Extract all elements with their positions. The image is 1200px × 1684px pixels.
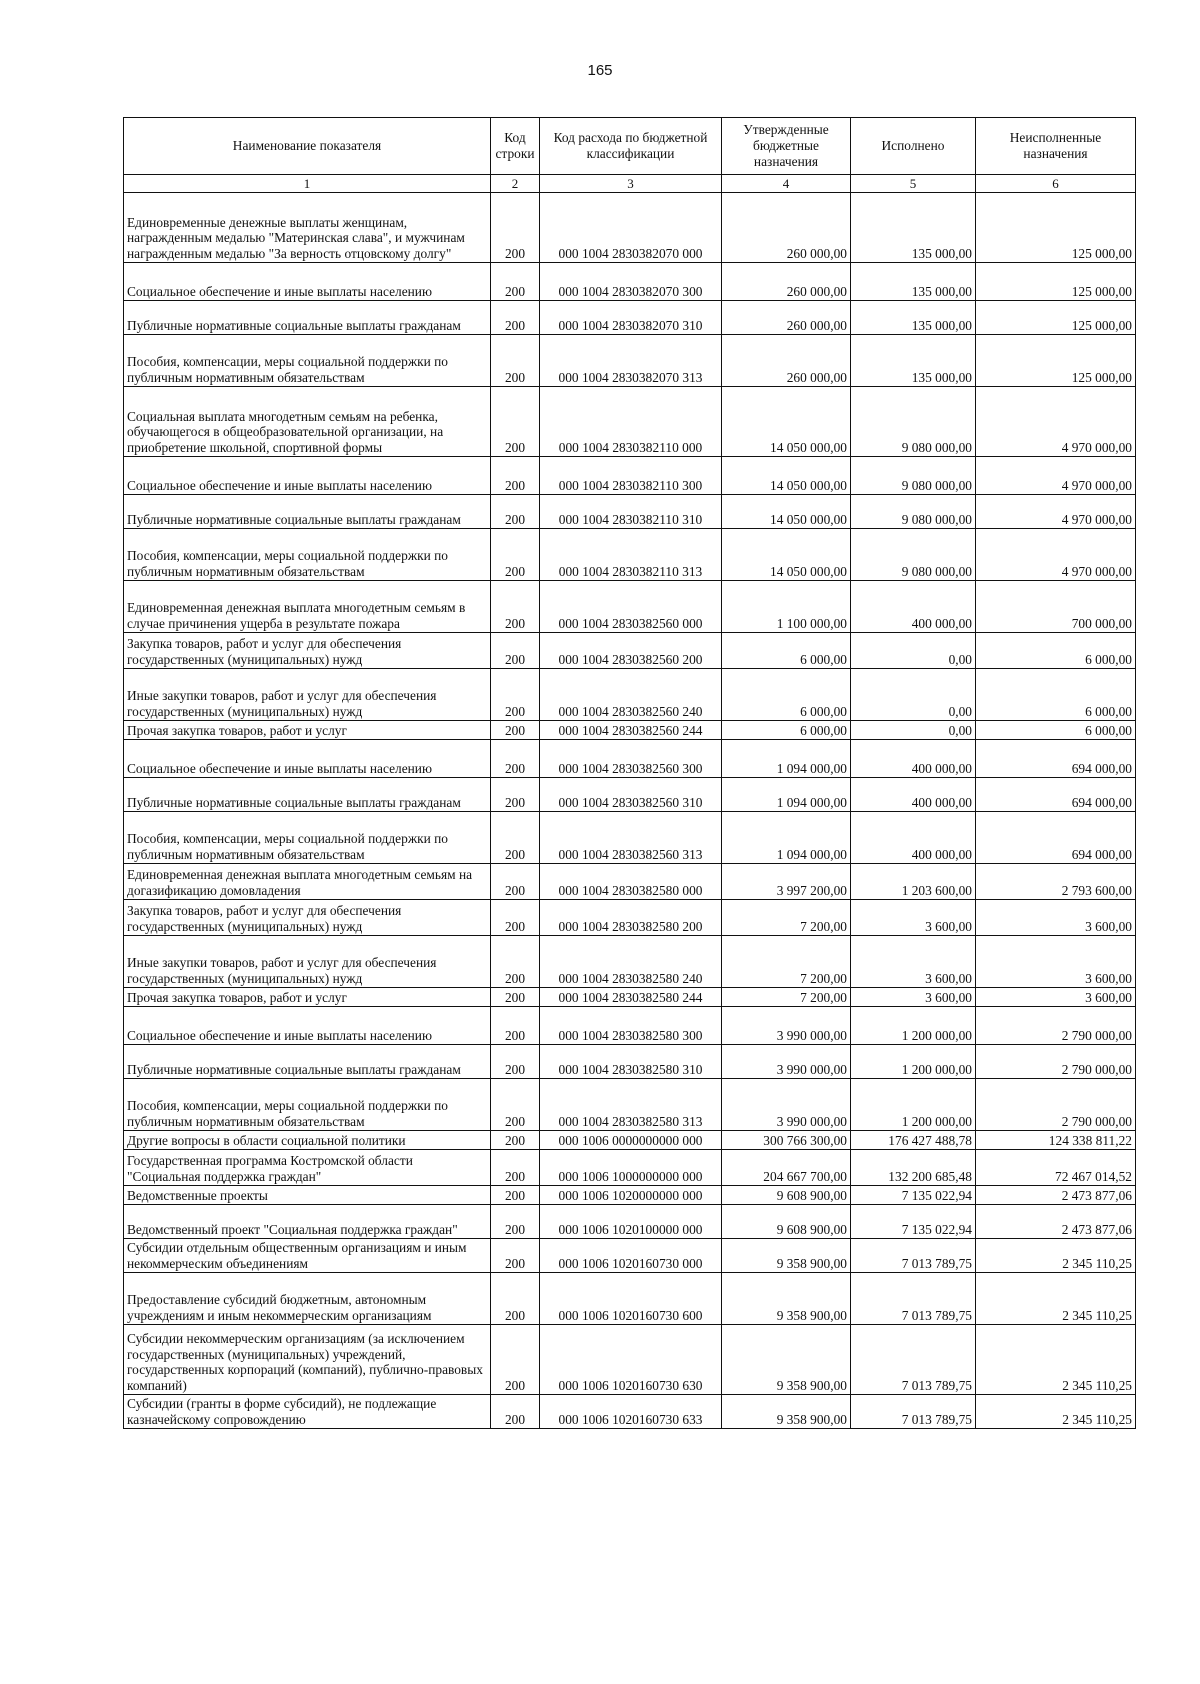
table-row <box>124 1239 1136 1273</box>
table-row <box>124 812 1136 864</box>
row-executed: 132 200 685,48 <box>851 1150 976 1186</box>
row-executed: 7 013 789,75 <box>851 1325 976 1395</box>
row-expense-code: 000 1006 0000000000 000 <box>540 1131 722 1150</box>
row-executed: 9 080 000,00 <box>851 387 976 457</box>
table-row <box>124 193 1136 263</box>
row-name: Закупка товаров, работ и услуг для обеспечения государственных (муниципальных) нужд <box>124 900 491 936</box>
row-executed: 3 600,00 <box>851 936 976 988</box>
row-approved: 14 050 000,00 <box>722 387 851 457</box>
row-executed: 1 200 000,00 <box>851 1045 976 1079</box>
table-row <box>124 1205 1136 1239</box>
row-line-code: 200 <box>491 301 540 335</box>
row-approved: 260 000,00 <box>722 301 851 335</box>
row-executed: 9 080 000,00 <box>851 529 976 581</box>
row-expense-code: 000 1004 2830382070 310 <box>540 301 722 335</box>
row-approved: 9 358 900,00 <box>722 1325 851 1395</box>
table-row <box>124 669 1136 721</box>
row-name: Публичные нормативные социальные выплаты гражданам <box>124 495 491 529</box>
table-row <box>124 1186 1136 1205</box>
row-approved: 260 000,00 <box>722 193 851 263</box>
row-approved: 6 000,00 <box>722 721 851 740</box>
row-expense-code: 000 1004 2830382070 313 <box>540 335 722 387</box>
row-approved: 14 050 000,00 <box>722 529 851 581</box>
row-line-code: 200 <box>491 1395 540 1429</box>
row-approved: 3 990 000,00 <box>722 1045 851 1079</box>
row-line-code: 200 <box>491 1325 540 1395</box>
header-approved: Утвержденные бюджетные назначения <box>722 118 851 175</box>
table-row <box>124 1079 1136 1131</box>
row-executed: 400 000,00 <box>851 740 976 778</box>
row-line-code: 200 <box>491 864 540 900</box>
row-expense-code: 000 1004 2830382110 000 <box>540 387 722 457</box>
row-expense-code: 000 1006 1020000000 000 <box>540 1186 722 1205</box>
row-unexecuted: 6 000,00 <box>976 633 1136 669</box>
table-header-row <box>124 118 1136 175</box>
row-approved: 9 608 900,00 <box>722 1186 851 1205</box>
header-line-code: Код строки <box>491 118 540 175</box>
column-number-row <box>124 175 1136 193</box>
column-number: 6 <box>976 175 1136 193</box>
row-unexecuted: 2 790 000,00 <box>976 1007 1136 1045</box>
row-line-code: 200 <box>491 988 540 1007</box>
row-expense-code: 000 1004 2830382070 000 <box>540 193 722 263</box>
row-expense-code: 000 1006 1020160730 633 <box>540 1395 722 1429</box>
row-unexecuted: 4 970 000,00 <box>976 387 1136 457</box>
row-expense-code: 000 1004 2830382560 310 <box>540 778 722 812</box>
row-name: Социальное обеспечение и иные выплаты населению <box>124 1007 491 1045</box>
row-executed: 0,00 <box>851 721 976 740</box>
row-unexecuted: 125 000,00 <box>976 335 1136 387</box>
table-row <box>124 864 1136 900</box>
row-name: Социальное обеспечение и иные выплаты населению <box>124 263 491 301</box>
row-line-code: 200 <box>491 1045 540 1079</box>
row-expense-code: 000 1004 2830382580 300 <box>540 1007 722 1045</box>
row-name: Прочая закупка товаров, работ и услуг <box>124 721 491 740</box>
row-approved: 300 766 300,00 <box>722 1131 851 1150</box>
header-indicator-name: Наименование показателя <box>124 118 491 175</box>
row-expense-code: 000 1004 2830382580 200 <box>540 900 722 936</box>
row-unexecuted: 3 600,00 <box>976 900 1136 936</box>
row-unexecuted: 2 345 110,25 <box>976 1239 1136 1273</box>
row-name: Единовременная денежная выплата многодетным семьям в случае причинения ущерба в результате пожара <box>124 581 491 633</box>
row-approved: 1 094 000,00 <box>722 740 851 778</box>
row-approved: 260 000,00 <box>722 263 851 301</box>
budget-execution-table <box>123 117 1136 1429</box>
row-executed: 7 135 022,94 <box>851 1205 976 1239</box>
row-unexecuted: 4 970 000,00 <box>976 529 1136 581</box>
row-name: Социальное обеспечение и иные выплаты населению <box>124 740 491 778</box>
row-name: Ведомственные проекты <box>124 1186 491 1205</box>
row-unexecuted: 2 473 877,06 <box>976 1186 1136 1205</box>
row-expense-code: 000 1006 1020160730 630 <box>540 1325 722 1395</box>
row-expense-code: 000 1004 2830382560 240 <box>540 669 722 721</box>
row-name: Публичные нормативные социальные выплаты гражданам <box>124 1045 491 1079</box>
row-expense-code: 000 1006 1020160730 600 <box>540 1273 722 1325</box>
row-line-code: 200 <box>491 1007 540 1045</box>
row-name: Субсидии некоммерческим организациям (за исключением государственных (муниципальных) учреждений, государственных корпораций (компаний), публично-правовых компаний) <box>124 1325 491 1395</box>
page-number: 165 <box>587 62 613 79</box>
row-name: Единовременные денежные выплаты женщинам, награжденным медалью "Материнская слава", и мужчинам награжденным медалью "За верность отцовскому долгу" <box>124 193 491 263</box>
row-executed: 135 000,00 <box>851 263 976 301</box>
row-expense-code: 000 1004 2830382560 200 <box>540 633 722 669</box>
row-executed: 3 600,00 <box>851 900 976 936</box>
row-name: Государственная программа Костромской области "Социальная поддержка граждан" <box>124 1150 491 1186</box>
header-executed: Исполнено <box>851 118 976 175</box>
row-line-code: 200 <box>491 740 540 778</box>
row-name: Единовременная денежная выплата многодетным семьям на догазификацию домовладения <box>124 864 491 900</box>
row-expense-code: 000 1006 1020160730 000 <box>540 1239 722 1273</box>
table-row <box>124 335 1136 387</box>
row-line-code: 200 <box>491 1150 540 1186</box>
row-name: Другие вопросы в области социальной политики <box>124 1131 491 1150</box>
row-unexecuted: 2 793 600,00 <box>976 864 1136 900</box>
row-unexecuted: 125 000,00 <box>976 193 1136 263</box>
row-expense-code: 000 1004 2830382560 300 <box>540 740 722 778</box>
row-name: Субсидии отдельным общественным организациям и иным некоммерческим объединениям <box>124 1239 491 1273</box>
row-line-code: 200 <box>491 1131 540 1150</box>
row-expense-code: 000 1004 2830382560 244 <box>540 721 722 740</box>
row-unexecuted: 2 473 877,06 <box>976 1205 1136 1239</box>
row-approved: 14 050 000,00 <box>722 457 851 495</box>
row-name: Прочая закупка товаров, работ и услуг <box>124 988 491 1007</box>
row-name: Публичные нормативные социальные выплаты гражданам <box>124 778 491 812</box>
table-row <box>124 1273 1136 1325</box>
row-unexecuted: 2 345 110,25 <box>976 1273 1136 1325</box>
table-row <box>124 1325 1136 1395</box>
row-approved: 9 608 900,00 <box>722 1205 851 1239</box>
row-unexecuted: 6 000,00 <box>976 669 1136 721</box>
row-line-code: 200 <box>491 936 540 988</box>
row-executed: 7 013 789,75 <box>851 1395 976 1429</box>
row-approved: 9 358 900,00 <box>722 1239 851 1273</box>
table-row <box>124 1007 1136 1045</box>
row-unexecuted: 124 338 811,22 <box>976 1131 1136 1150</box>
row-approved: 7 200,00 <box>722 900 851 936</box>
table-row <box>124 263 1136 301</box>
row-line-code: 200 <box>491 193 540 263</box>
table-row <box>124 1131 1136 1150</box>
row-line-code: 200 <box>491 633 540 669</box>
row-expense-code: 000 1004 2830382580 000 <box>540 864 722 900</box>
row-approved: 3 997 200,00 <box>722 864 851 900</box>
row-expense-code: 000 1004 2830382070 300 <box>540 263 722 301</box>
row-name: Предоставление субсидий бюджетным, автономным учреждениям и иным некоммерческим организациям <box>124 1273 491 1325</box>
row-unexecuted: 125 000,00 <box>976 301 1136 335</box>
row-executed: 7 135 022,94 <box>851 1186 976 1205</box>
row-expense-code: 000 1004 2830382110 310 <box>540 495 722 529</box>
table-row <box>124 988 1136 1007</box>
table-row <box>124 1150 1136 1186</box>
table-row <box>124 301 1136 335</box>
row-unexecuted: 2 345 110,25 <box>976 1395 1136 1429</box>
row-executed: 9 080 000,00 <box>851 457 976 495</box>
row-name: Закупка товаров, работ и услуг для обеспечения государственных (муниципальных) нужд <box>124 633 491 669</box>
row-expense-code: 000 1006 1000000000 000 <box>540 1150 722 1186</box>
row-approved: 204 667 700,00 <box>722 1150 851 1186</box>
row-unexecuted: 125 000,00 <box>976 263 1136 301</box>
row-name: Иные закупки товаров, работ и услуг для обеспечения государственных (муниципальных) нужд <box>124 936 491 988</box>
row-name: Иные закупки товаров, работ и услуг для обеспечения государственных (муниципальных) нужд <box>124 669 491 721</box>
row-line-code: 200 <box>491 1239 540 1273</box>
table-row <box>124 581 1136 633</box>
row-line-code: 200 <box>491 778 540 812</box>
row-unexecuted: 3 600,00 <box>976 936 1136 988</box>
row-executed: 400 000,00 <box>851 581 976 633</box>
row-name: Социальное обеспечение и иные выплаты населению <box>124 457 491 495</box>
table-body <box>124 193 1136 1429</box>
row-expense-code: 000 1006 1020100000 000 <box>540 1205 722 1239</box>
table-row <box>124 633 1136 669</box>
row-name: Социальная выплата многодетным семьям на ребенка, обучающегося в общеобразовательной организации, на приобретение школьной, спортивной формы <box>124 387 491 457</box>
row-executed: 135 000,00 <box>851 301 976 335</box>
row-expense-code: 000 1004 2830382580 240 <box>540 936 722 988</box>
row-line-code: 200 <box>491 581 540 633</box>
row-line-code: 200 <box>491 263 540 301</box>
row-executed: 400 000,00 <box>851 812 976 864</box>
row-unexecuted: 700 000,00 <box>976 581 1136 633</box>
row-expense-code: 000 1004 2830382560 000 <box>540 581 722 633</box>
row-name: Пособия, компенсации, меры социальной поддержки по публичным нормативным обязательствам <box>124 529 491 581</box>
row-unexecuted: 4 970 000,00 <box>976 495 1136 529</box>
row-unexecuted: 6 000,00 <box>976 721 1136 740</box>
row-line-code: 200 <box>491 721 540 740</box>
row-approved: 260 000,00 <box>722 335 851 387</box>
header-unexecuted: Неисполненные назначения <box>976 118 1136 175</box>
table-row <box>124 1395 1136 1429</box>
row-approved: 1 094 000,00 <box>722 812 851 864</box>
row-approved: 1 100 000,00 <box>722 581 851 633</box>
row-name: Субсидии (гранты в форме субсидий), не подлежащие казначейскому сопровождению <box>124 1395 491 1429</box>
table-row <box>124 936 1136 988</box>
row-executed: 1 203 600,00 <box>851 864 976 900</box>
row-name: Пособия, компенсации, меры социальной поддержки по публичным нормативным обязательствам <box>124 335 491 387</box>
table-row <box>124 740 1136 778</box>
row-unexecuted: 4 970 000,00 <box>976 457 1136 495</box>
row-name: Ведомственный проект "Социальная поддержка граждан" <box>124 1205 491 1239</box>
row-executed: 135 000,00 <box>851 193 976 263</box>
row-line-code: 200 <box>491 812 540 864</box>
row-name: Пособия, компенсации, меры социальной поддержки по публичным нормативным обязательствам <box>124 812 491 864</box>
row-unexecuted: 2 790 000,00 <box>976 1045 1136 1079</box>
row-executed: 1 200 000,00 <box>851 1007 976 1045</box>
row-unexecuted: 3 600,00 <box>976 988 1136 1007</box>
header-expense-code: Код расхода по бюджетной классификации <box>540 118 722 175</box>
row-expense-code: 000 1004 2830382560 313 <box>540 812 722 864</box>
row-unexecuted: 694 000,00 <box>976 812 1136 864</box>
row-executed: 7 013 789,75 <box>851 1273 976 1325</box>
row-expense-code: 000 1004 2830382110 313 <box>540 529 722 581</box>
row-expense-code: 000 1004 2830382110 300 <box>540 457 722 495</box>
table-row <box>124 778 1136 812</box>
row-line-code: 200 <box>491 1186 540 1205</box>
row-name: Публичные нормативные социальные выплаты гражданам <box>124 301 491 335</box>
row-executed: 9 080 000,00 <box>851 495 976 529</box>
table-row <box>124 387 1136 457</box>
row-line-code: 200 <box>491 669 540 721</box>
column-number: 5 <box>851 175 976 193</box>
table-row <box>124 529 1136 581</box>
row-approved: 9 358 900,00 <box>722 1395 851 1429</box>
row-expense-code: 000 1004 2830382580 313 <box>540 1079 722 1131</box>
row-expense-code: 000 1004 2830382580 310 <box>540 1045 722 1079</box>
row-unexecuted: 72 467 014,52 <box>976 1150 1136 1186</box>
row-line-code: 200 <box>491 457 540 495</box>
row-executed: 0,00 <box>851 669 976 721</box>
row-executed: 135 000,00 <box>851 335 976 387</box>
column-number: 4 <box>722 175 851 193</box>
row-line-code: 200 <box>491 495 540 529</box>
row-approved: 7 200,00 <box>722 936 851 988</box>
row-approved: 6 000,00 <box>722 669 851 721</box>
column-number: 3 <box>540 175 722 193</box>
column-number: 2 <box>491 175 540 193</box>
row-unexecuted: 694 000,00 <box>976 740 1136 778</box>
row-line-code: 200 <box>491 335 540 387</box>
column-number: 1 <box>124 175 491 193</box>
row-line-code: 200 <box>491 900 540 936</box>
row-approved: 6 000,00 <box>722 633 851 669</box>
table-row <box>124 495 1136 529</box>
row-unexecuted: 2 345 110,25 <box>976 1325 1136 1395</box>
row-line-code: 200 <box>491 529 540 581</box>
table-row <box>124 721 1136 740</box>
table-row <box>124 900 1136 936</box>
table-row <box>124 457 1136 495</box>
row-executed: 3 600,00 <box>851 988 976 1007</box>
row-approved: 1 094 000,00 <box>722 778 851 812</box>
row-approved: 14 050 000,00 <box>722 495 851 529</box>
row-line-code: 200 <box>491 1273 540 1325</box>
row-executed: 0,00 <box>851 633 976 669</box>
row-name: Пособия, компенсации, меры социальной поддержки по публичным нормативным обязательствам <box>124 1079 491 1131</box>
row-executed: 1 200 000,00 <box>851 1079 976 1131</box>
row-unexecuted: 2 790 000,00 <box>976 1079 1136 1131</box>
row-approved: 3 990 000,00 <box>722 1007 851 1045</box>
row-unexecuted: 694 000,00 <box>976 778 1136 812</box>
row-executed: 176 427 488,78 <box>851 1131 976 1150</box>
row-line-code: 200 <box>491 1205 540 1239</box>
table-row <box>124 1045 1136 1079</box>
row-line-code: 200 <box>491 1079 540 1131</box>
row-executed: 7 013 789,75 <box>851 1239 976 1273</box>
row-line-code: 200 <box>491 387 540 457</box>
row-approved: 9 358 900,00 <box>722 1273 851 1325</box>
row-expense-code: 000 1004 2830382580 244 <box>540 988 722 1007</box>
row-executed: 400 000,00 <box>851 778 976 812</box>
row-approved: 3 990 000,00 <box>722 1079 851 1131</box>
row-approved: 7 200,00 <box>722 988 851 1007</box>
